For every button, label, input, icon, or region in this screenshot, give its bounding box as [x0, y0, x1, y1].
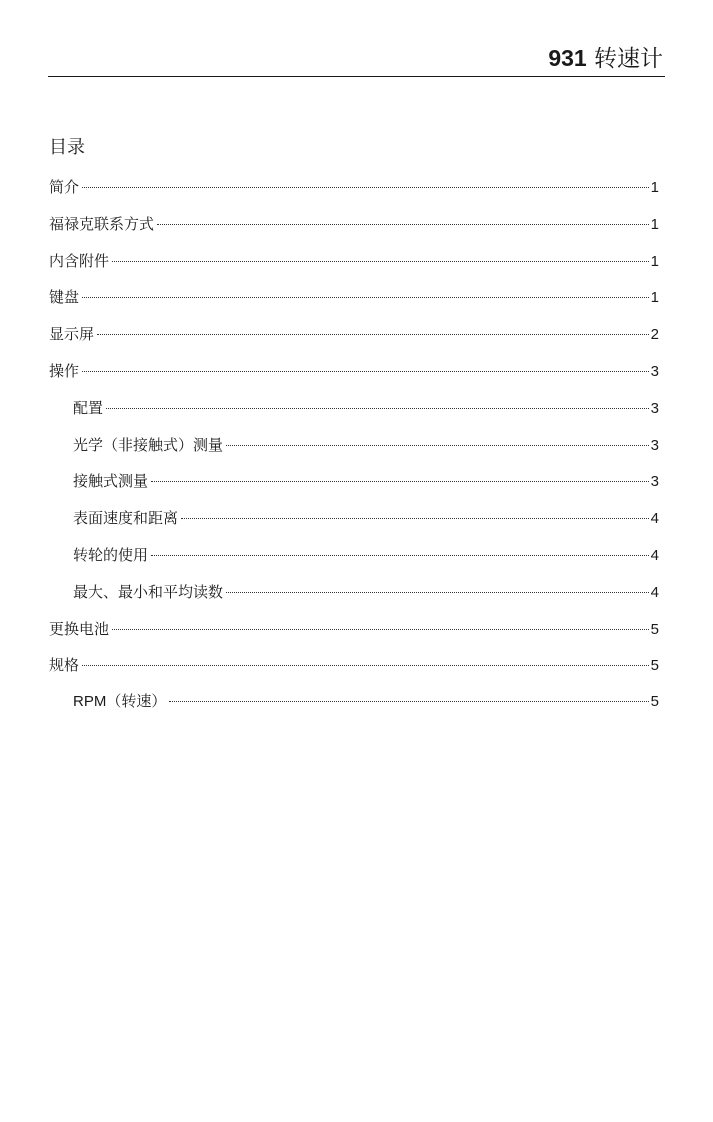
toc-entry[interactable]	[49, 319, 659, 356]
toc-entry-label: 内含附件	[49, 251, 110, 270]
toc-entry-label: 显示屏	[49, 325, 95, 344]
toc-subentry[interactable]	[49, 466, 659, 503]
toc-entry-label: 转轮的使用	[73, 545, 149, 564]
toc-entry-label: 福禄克联系方式	[49, 214, 155, 233]
toc-entry-page: 3	[650, 399, 659, 417]
toc-entry[interactable]	[49, 282, 659, 319]
toc-leader-dots	[112, 629, 649, 630]
toc-entry-label: 配置	[73, 398, 104, 417]
toc-entry-page: 1	[650, 179, 659, 196]
toc-leader-dots	[97, 334, 649, 335]
toc-entry-label: 接触式测量	[73, 472, 149, 491]
toc-entry-page: 5	[650, 657, 659, 675]
header-title	[548, 44, 663, 73]
toc-entry-page: 3	[650, 362, 659, 380]
toc-entry-label: 更换电池	[49, 619, 110, 638]
toc-entry-page: 1	[650, 215, 659, 233]
toc-entry[interactable]	[49, 246, 659, 283]
toc-leader-dots	[181, 518, 649, 519]
toc-leader-dots	[226, 592, 649, 593]
toc-entry-label: RPM（转速）	[73, 693, 167, 711]
toc-entry-page: 2	[650, 326, 659, 344]
toc-leader-dots	[82, 371, 649, 372]
toc-entry-page: 5	[650, 620, 659, 638]
toc-title: 目录	[49, 137, 85, 158]
toc-leader-dots	[82, 187, 649, 188]
header-product-name: 转速计	[594, 46, 663, 72]
toc-subentry[interactable]	[49, 540, 659, 577]
toc-entry-label: 简介	[49, 178, 80, 196]
toc-leader-dots	[226, 445, 649, 446]
toc-entry-page: 4	[650, 583, 659, 601]
toc-entry-page: 3	[650, 473, 659, 491]
toc-entry[interactable]	[49, 614, 659, 651]
toc-entry-page: 3	[650, 436, 659, 454]
toc-entry-page: 4	[650, 510, 659, 528]
toc-entry-label: 规格	[49, 656, 80, 675]
toc-entry-label: 操作	[49, 361, 80, 380]
toc-entry-page: 1	[650, 289, 659, 307]
toc-leader-dots	[157, 224, 649, 225]
toc-entry-label: 光学（非接触式）测量	[73, 435, 224, 454]
toc-leader-dots	[82, 665, 649, 666]
toc-entry[interactable]	[49, 172, 659, 209]
toc-leader-dots	[106, 408, 649, 409]
toc-leader-dots	[151, 481, 649, 482]
toc-subentry[interactable]	[49, 503, 659, 540]
toc-entry-label: 键盘	[49, 288, 80, 307]
toc-entry[interactable]	[49, 356, 659, 393]
toc-entry-label: 最大、最小和平均读数	[73, 582, 224, 601]
toc-subentry[interactable]	[49, 687, 659, 724]
toc-subentry[interactable]	[49, 393, 659, 430]
toc-leader-dots	[151, 555, 649, 556]
toc-entry[interactable]	[49, 209, 659, 246]
toc-subentry[interactable]	[49, 577, 659, 614]
page-header	[48, 40, 665, 77]
toc-entry-label: 表面速度和距离	[73, 509, 179, 528]
toc-entry-page: 4	[650, 546, 659, 564]
toc-entry-page: 5	[650, 693, 659, 711]
toc-entry-page: 1	[650, 252, 659, 270]
toc-leader-dots	[112, 261, 649, 262]
header-model-number: 931	[548, 45, 587, 71]
toc-leader-dots	[169, 701, 649, 702]
table-of-contents	[49, 172, 659, 724]
toc-entry[interactable]	[49, 650, 659, 687]
toc-leader-dots	[82, 297, 649, 298]
toc-subentry[interactable]	[49, 430, 659, 467]
